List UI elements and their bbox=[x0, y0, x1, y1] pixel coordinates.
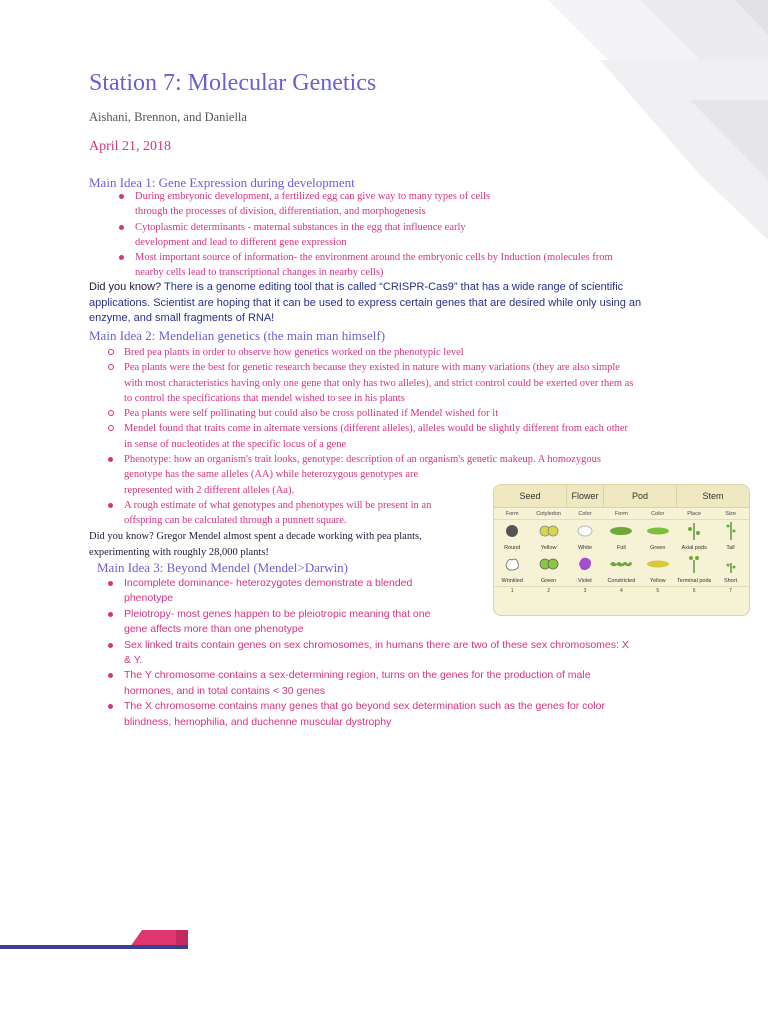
recessive-label: Green bbox=[540, 577, 557, 584]
list-item: gene affects more than one phenotype bbox=[124, 623, 304, 636]
list-item: Mendel found that traits come in alternate versions (different alleles), alleles would be slightly different from each other bbox=[124, 423, 629, 435]
group-flower: Flower bbox=[567, 485, 604, 507]
trait-number: 5 bbox=[656, 588, 660, 594]
trait-number: 2 bbox=[547, 588, 550, 594]
tall-stem-icon bbox=[724, 521, 738, 541]
list-item: Pea plants were self pollinating but could also be cross pollinated if Mendel wished for it bbox=[124, 408, 499, 420]
figure-trait-row bbox=[494, 508, 749, 520]
list-item: Pea plants were the best for genetic research because they existed in nature with many variations (they are also simple bbox=[124, 362, 620, 374]
trait-label: Color bbox=[651, 510, 665, 517]
list-item: to control the specifications that mendel wished to see in his plants bbox=[124, 392, 405, 404]
recessive-label: Wrinkled bbox=[501, 577, 523, 584]
dominant-label: White bbox=[577, 544, 592, 551]
list-item: A rough estimate of what genotypes and phenotypes will be present in an bbox=[124, 499, 432, 511]
recessive-labels bbox=[494, 575, 749, 586]
authors: Aishani, Brennon, and Daniella bbox=[89, 110, 247, 124]
list-item: nearby cells lead to transcriptional changes in nearby cells) bbox=[135, 267, 384, 279]
list-item: Sex linked traits contain genes on sex chromosomes, in humans there are two of these sex chromosomes: X bbox=[124, 638, 629, 651]
round-seed-icon bbox=[504, 523, 520, 539]
list-item: through the processes of division, differentiation, and morphogenesis bbox=[135, 206, 426, 218]
dominant-labels bbox=[494, 542, 749, 553]
list-item: The Y chromosome contains a sex-determining region, turns on the genes for the production of male bbox=[124, 669, 591, 682]
dominant-label: Yellow bbox=[540, 544, 557, 551]
trait-number: 3 bbox=[583, 588, 587, 594]
list-item: genotype has the same alleles (AA) while heterozygous genotypes are bbox=[124, 469, 419, 481]
trait-number: 6 bbox=[692, 588, 696, 594]
constricted-pod-icon bbox=[609, 558, 633, 570]
figure-group-headers bbox=[494, 485, 749, 508]
dominant-label: Axial pods bbox=[681, 544, 707, 551]
recessive-label: Short bbox=[723, 577, 738, 584]
list-item: & Y. bbox=[124, 654, 143, 667]
figure-numbers bbox=[494, 586, 749, 595]
trait-label: Form bbox=[505, 510, 519, 517]
trait-label: Cotyledon bbox=[536, 510, 561, 517]
trait-label: Color bbox=[578, 510, 592, 517]
footer-bar bbox=[0, 945, 188, 949]
dominant-label: Green bbox=[650, 544, 666, 551]
list-item: Phenotype: how an organism's trait looks, genotype: description of an organism's genetic makeup. A homozygous bbox=[124, 454, 601, 466]
section1-heading: Main Idea 1: Gene Expression during development bbox=[89, 175, 355, 190]
list-item: in sense of nucleotides at the specific locus of a gene bbox=[124, 438, 347, 450]
list-item: Bred pea plants in order to observe how genetics worked on the phenotypic level bbox=[124, 347, 464, 358]
list-item: blindness, hemophilia, and duchenne muscular dystrophy bbox=[124, 715, 392, 728]
list-item: Cytoplasmic determinants - maternal substances in the egg that influence early bbox=[135, 221, 466, 233]
full-pod-icon bbox=[609, 525, 633, 537]
recessive-label: Yellow bbox=[649, 577, 666, 584]
did-you-know-1: Did you know? There is a genome editing tool that is called “CRISPR-Cas9” that has a wide range of scientific applications. Scientist are hoping that it can be used to express certain genes that are desired while only using an enzyme, and small fragments of RNA! bbox=[89, 281, 642, 324]
dominant-images bbox=[494, 520, 749, 542]
list-item: Incomplete dominance- heterozygotes demonstrate a blended bbox=[124, 577, 413, 589]
section2-heading: Main Idea 2: Mendelian genetics (the main man himself) bbox=[89, 328, 386, 343]
section1-list bbox=[135, 189, 755, 281]
dominant-label: Round bbox=[504, 544, 521, 551]
yellow-pod-icon bbox=[646, 558, 670, 570]
group-stem: Stem bbox=[702, 491, 724, 501]
green-pod-icon bbox=[646, 525, 670, 537]
list-item: with most characteristics having only one gene that only has two alleles), and strict control could be exerted over them as bbox=[124, 377, 634, 389]
group-seed: Seed bbox=[494, 485, 567, 507]
list-item: During embryonic development, a fertilized egg can give way to many types of cells bbox=[135, 191, 491, 202]
trait-number: 4 bbox=[619, 588, 623, 594]
trait-label: Place bbox=[687, 510, 702, 517]
recessive-label: Constricted bbox=[607, 577, 636, 584]
green-cotyledon-icon bbox=[538, 556, 560, 572]
short-stem-icon bbox=[724, 554, 738, 574]
trait-number: 7 bbox=[729, 588, 732, 594]
list-item: Most important source of information- the environment around the embryonic cells by Induction (molecules from bbox=[135, 252, 613, 264]
list-item: Pleiotropy- most genes happen to be pleiotropic meaning that one bbox=[124, 607, 431, 620]
page-title: Station 7: Molecular Genetics bbox=[89, 70, 377, 96]
pea-traits-figure bbox=[493, 484, 750, 616]
violet-flower-icon bbox=[575, 554, 595, 574]
list-item: hormones, and in total contains < 30 genes bbox=[124, 684, 326, 697]
did-you-know-2: Did you know? Gregor Mendel almost spent a decade working with pea plants, experimenting with roughly 28,000 plants! bbox=[89, 531, 422, 558]
group-pod: Pod bbox=[604, 485, 677, 507]
terminal-pods-icon bbox=[685, 554, 703, 574]
white-flower-icon bbox=[576, 522, 594, 540]
dominant-label: Full bbox=[616, 544, 626, 551]
list-item: development and lead to different gene expression bbox=[135, 236, 347, 248]
list-item: offspring can be calculated through a punnett square. bbox=[124, 515, 347, 527]
section3-heading: Main Idea 3: Beyond Mendel (Mendel>Darwin) bbox=[97, 560, 349, 575]
recessive-label: Terminal pods bbox=[677, 577, 712, 584]
yellow-cotyledon-icon bbox=[538, 523, 560, 539]
axial-pods-icon bbox=[685, 521, 703, 541]
recessive-images bbox=[494, 553, 749, 575]
trait-label: Size bbox=[725, 510, 736, 517]
date: April 21, 2018 bbox=[89, 139, 172, 154]
dominant-label: Tall bbox=[726, 544, 735, 551]
list-item: represented with 2 different alleles (Aa). bbox=[124, 484, 295, 496]
trait-number: 1 bbox=[510, 588, 514, 594]
wrinkled-seed-icon bbox=[503, 556, 521, 572]
trait-label: Form bbox=[614, 510, 628, 517]
list-item: phenotype bbox=[124, 592, 174, 605]
list-item: The X chromosome contains many genes that go beyond sex determination such as the genes for color bbox=[124, 700, 605, 713]
recessive-label: Violet bbox=[578, 577, 592, 584]
